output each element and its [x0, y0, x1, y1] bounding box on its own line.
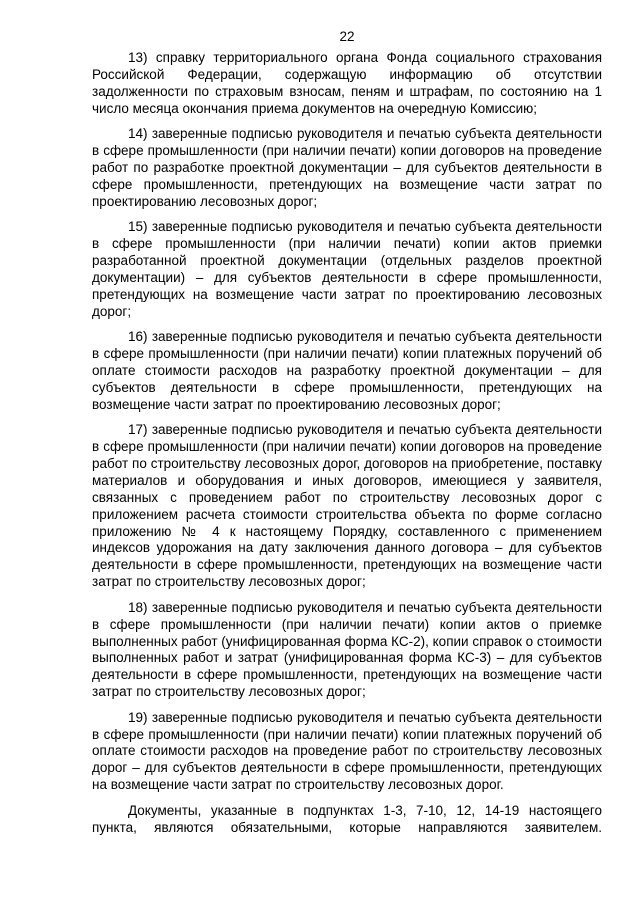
paragraph-item-18: 18) заверенные подписью руководителя и печатью субъекта деятельности в сфере промышленности (при наличии печати) копии актов о приемке выполненных работ (унифицированная форма КС-2), копии справок о стоимости выполненных работ и затрат (унифицированная форма КС-3) – для субъектов деятельности в сфере промышленности, претендующих на возмещение части затрат по строительству лесовозных дорог; — [92, 599, 602, 700]
paragraph-item-15: 15) заверенные подписью руководителя и печатью субъекта деятельности в сфере промышленности (при наличии печати) копии актов приемки разработанной проектной документации (отдельных разделов проектной документации) – для субъектов деятельности в сфере промышленности, претендующих на возмещение части затрат по проектированию лесовозных дорог; — [92, 219, 602, 319]
paragraph-item-19: 19) заверенные подписью руководителя и печатью субъекта деятельности в сфере промышленности (при наличии печати) копии платежных поручений об оплате стоимости расходов на проведение работ по строительству лесовозных дорог – для субъектов деятельности в сфере промышленности, претендующих на возмещение части затрат по строительству лесовозных дорог. — [92, 709, 602, 793]
paragraph-documents-note: Документы, указанные в подпунктах 1-3, 7-10, 12, 14-19 настоящего пункта, являются обязательными, которые направляются заявителем. — [92, 802, 602, 835]
paragraph-item-17: 17) заверенные подписью руководителя и печатью субъекта деятельности в сфере промышленности (при наличии печати) копии договоров на проведение работ по строительству лесовозных дорог, договоров на приобретение, поставку материалов и оборудования и иных договоров, имеющиеся у заявителя, связанных с проведением работ по строительству лесовозных дорог с приложением расчета стоимости строительства объекта по форме согласно приложению № 4 к настоящему Порядку, составленного с применением индексов удорожания на дату заключения данного договора – для субъектов деятельности в сфере промышленности, претендующих на возмещение части затрат по строительству лесовозных дорог; — [92, 422, 602, 590]
paragraph-item-13: 13) справку территориального органа Фонда социального страхования Российской Федерации, содержащую информацию об отсутствии задолженности по страховым взносам, пеням и штрафам, по состоянию на 1 число месяца окончания приема документов на очередную Комиссию; — [92, 50, 602, 116]
paragraph-item-16: 16) заверенные подписью руководителя и печатью субъекта деятельности в сфере промышленности (при наличии печати) копии платежных поручений об оплате стоимости расходов на разработку проектной документации – для субъектов деятельности в сфере промышленности, претендующих на возмещение части затрат по проектированию лесовозных дорог; — [92, 329, 602, 412]
paragraph-item-14: 14) заверенные подписью руководителя и печатью субъекта деятельности в сфере промышленности (при наличии печати) копии договоров на проведение работ по разработке проектной документации – для субъектов деятельности в сфере промышленности, претендующих на возмещение части затрат по проектированию лесовозных дорог; — [92, 126, 602, 209]
page-number: 22 — [339, 29, 355, 44]
